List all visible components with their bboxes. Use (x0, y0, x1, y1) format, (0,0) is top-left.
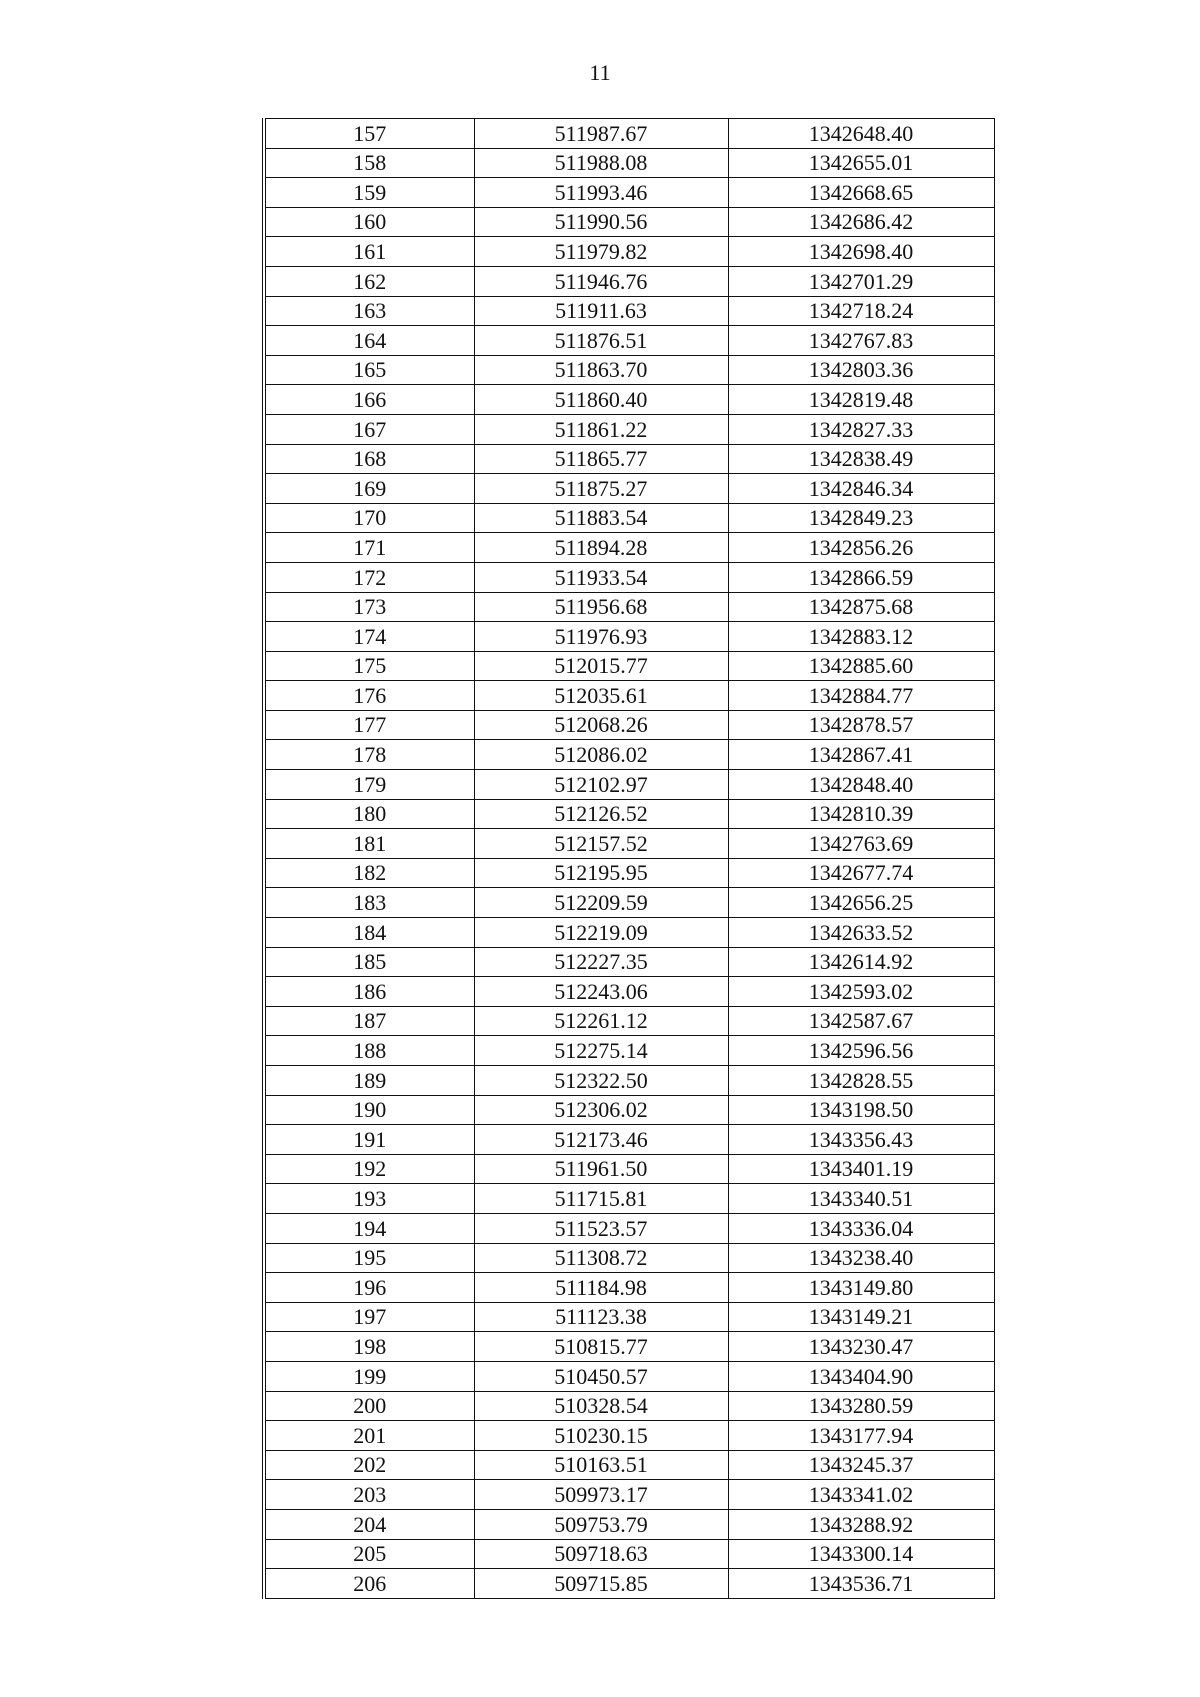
x-coordinate-cell: 511990.56 (474, 207, 728, 237)
point-number-cell: 190 (264, 1095, 474, 1125)
x-coordinate-cell: 511875.27 (474, 474, 728, 504)
point-number-cell: 171 (264, 533, 474, 563)
point-number-cell: 161 (264, 237, 474, 267)
x-coordinate-cell: 512157.52 (474, 829, 728, 859)
x-coordinate-cell: 509753.79 (474, 1509, 728, 1539)
point-number-cell: 205 (264, 1539, 474, 1569)
y-coordinate-cell: 1342698.40 (728, 237, 994, 267)
point-number-cell: 188 (264, 1036, 474, 1066)
point-number-cell: 160 (264, 207, 474, 237)
table-row (264, 1273, 994, 1303)
x-coordinate-cell: 511865.77 (474, 444, 728, 474)
x-coordinate-cell: 509973.17 (474, 1480, 728, 1510)
x-coordinate-cell: 512102.97 (474, 770, 728, 800)
y-coordinate-cell: 1343341.02 (728, 1480, 994, 1510)
point-number-cell: 201 (264, 1421, 474, 1451)
point-number-cell: 196 (264, 1273, 474, 1303)
y-coordinate-cell: 1342593.02 (728, 977, 994, 1007)
table-row (264, 385, 994, 415)
point-number-cell: 198 (264, 1332, 474, 1362)
table-row (264, 918, 994, 948)
y-coordinate-cell: 1343245.37 (728, 1450, 994, 1480)
x-coordinate-cell: 509718.63 (474, 1539, 728, 1569)
point-number-cell: 206 (264, 1569, 474, 1599)
table-row (264, 1569, 994, 1599)
point-number-cell: 168 (264, 444, 474, 474)
table-row (264, 326, 994, 356)
table-row (264, 1450, 994, 1480)
y-coordinate-cell: 1343336.04 (728, 1213, 994, 1243)
table-row (264, 1391, 994, 1421)
y-coordinate-cell: 1342885.60 (728, 651, 994, 681)
y-coordinate-cell: 1342701.29 (728, 266, 994, 296)
y-coordinate-cell: 1342819.48 (728, 385, 994, 415)
point-number-cell: 172 (264, 562, 474, 592)
point-number-cell: 186 (264, 977, 474, 1007)
table-row (264, 592, 994, 622)
x-coordinate-cell: 511911.63 (474, 296, 728, 326)
point-number-cell: 157 (264, 119, 474, 149)
y-coordinate-cell: 1342803.36 (728, 355, 994, 385)
point-number-cell: 189 (264, 1066, 474, 1096)
y-coordinate-cell: 1343356.43 (728, 1125, 994, 1155)
y-coordinate-cell: 1342878.57 (728, 710, 994, 740)
table-row (264, 799, 994, 829)
table-row (264, 1539, 994, 1569)
table-row (264, 266, 994, 296)
x-coordinate-cell: 512275.14 (474, 1036, 728, 1066)
y-coordinate-cell: 1343300.14 (728, 1539, 994, 1569)
y-coordinate-cell: 1342648.40 (728, 119, 994, 149)
y-coordinate-cell: 1342867.41 (728, 740, 994, 770)
point-number-cell: 182 (264, 858, 474, 888)
y-coordinate-cell: 1342633.52 (728, 918, 994, 948)
x-coordinate-cell: 512015.77 (474, 651, 728, 681)
table-row (264, 1066, 994, 1096)
x-coordinate-cell: 511894.28 (474, 533, 728, 563)
y-coordinate-cell: 1342838.49 (728, 444, 994, 474)
x-coordinate-cell: 511979.82 (474, 237, 728, 267)
y-coordinate-cell: 1343238.40 (728, 1243, 994, 1273)
table-row (264, 1243, 994, 1273)
point-number-cell: 167 (264, 414, 474, 444)
y-coordinate-cell: 1342614.92 (728, 947, 994, 977)
coordinates-table-body (264, 119, 994, 1599)
table-row (264, 1213, 994, 1243)
x-coordinate-cell: 512306.02 (474, 1095, 728, 1125)
point-number-cell: 197 (264, 1302, 474, 1332)
x-coordinate-cell: 512086.02 (474, 740, 728, 770)
table-row (264, 947, 994, 977)
table-row (264, 1480, 994, 1510)
y-coordinate-cell: 1343340.51 (728, 1184, 994, 1214)
point-number-cell: 174 (264, 622, 474, 652)
x-coordinate-cell: 512209.59 (474, 888, 728, 918)
table-row (264, 1184, 994, 1214)
y-coordinate-cell: 1342883.12 (728, 622, 994, 652)
y-coordinate-cell: 1343149.80 (728, 1273, 994, 1303)
point-number-cell: 164 (264, 326, 474, 356)
table-row (264, 148, 994, 178)
x-coordinate-cell: 510163.51 (474, 1450, 728, 1480)
point-number-cell: 165 (264, 355, 474, 385)
table-row (264, 207, 994, 237)
x-coordinate-cell: 511123.38 (474, 1302, 728, 1332)
y-coordinate-cell: 1342849.23 (728, 503, 994, 533)
y-coordinate-cell: 1342767.83 (728, 326, 994, 356)
x-coordinate-cell: 512227.35 (474, 947, 728, 977)
table-row (264, 1332, 994, 1362)
page-number: 11 (589, 60, 611, 85)
y-coordinate-cell: 1342828.55 (728, 1066, 994, 1096)
x-coordinate-cell: 511715.81 (474, 1184, 728, 1214)
point-number-cell: 176 (264, 681, 474, 711)
table-row (264, 533, 994, 563)
coordinates-table (262, 118, 995, 1599)
point-number-cell: 175 (264, 651, 474, 681)
point-number-cell: 200 (264, 1391, 474, 1421)
table-row (264, 237, 994, 267)
y-coordinate-cell: 1342848.40 (728, 770, 994, 800)
point-number-cell: 184 (264, 918, 474, 948)
table-row (264, 1421, 994, 1451)
point-number-cell: 191 (264, 1125, 474, 1155)
point-number-cell: 166 (264, 385, 474, 415)
point-number-cell: 204 (264, 1509, 474, 1539)
y-coordinate-cell: 1343149.21 (728, 1302, 994, 1332)
y-coordinate-cell: 1342596.56 (728, 1036, 994, 1066)
y-coordinate-cell: 1343536.71 (728, 1569, 994, 1599)
x-coordinate-cell: 511993.46 (474, 178, 728, 208)
point-number-cell: 195 (264, 1243, 474, 1273)
x-coordinate-cell: 512173.46 (474, 1125, 728, 1155)
point-number-cell: 183 (264, 888, 474, 918)
table-row (264, 770, 994, 800)
table-row (264, 977, 994, 1007)
x-coordinate-cell: 512322.50 (474, 1066, 728, 1096)
table-row (264, 1361, 994, 1391)
y-coordinate-cell: 1342856.26 (728, 533, 994, 563)
point-number-cell: 159 (264, 178, 474, 208)
point-number-cell: 180 (264, 799, 474, 829)
x-coordinate-cell: 511933.54 (474, 562, 728, 592)
x-coordinate-cell: 510450.57 (474, 1361, 728, 1391)
point-number-cell: 194 (264, 1213, 474, 1243)
y-coordinate-cell: 1342810.39 (728, 799, 994, 829)
y-coordinate-cell: 1343288.92 (728, 1509, 994, 1539)
x-coordinate-cell: 512261.12 (474, 1006, 728, 1036)
point-number-cell: 192 (264, 1154, 474, 1184)
y-coordinate-cell: 1342668.65 (728, 178, 994, 208)
x-coordinate-cell: 511988.08 (474, 148, 728, 178)
y-coordinate-cell: 1342763.69 (728, 829, 994, 859)
y-coordinate-cell: 1342718.24 (728, 296, 994, 326)
table-row (264, 1154, 994, 1184)
y-coordinate-cell: 1342827.33 (728, 414, 994, 444)
table-row (264, 296, 994, 326)
table-row (264, 474, 994, 504)
y-coordinate-cell: 1343177.94 (728, 1421, 994, 1451)
point-number-cell: 181 (264, 829, 474, 859)
y-coordinate-cell: 1342846.34 (728, 474, 994, 504)
y-coordinate-cell: 1343230.47 (728, 1332, 994, 1362)
x-coordinate-cell: 511861.22 (474, 414, 728, 444)
table-row (264, 1125, 994, 1155)
point-number-cell: 187 (264, 1006, 474, 1036)
table-row (264, 355, 994, 385)
point-number-cell: 185 (264, 947, 474, 977)
table-row (264, 503, 994, 533)
table-row (264, 1006, 994, 1036)
x-coordinate-cell: 510815.77 (474, 1332, 728, 1362)
table-row (264, 1036, 994, 1066)
table-row (264, 858, 994, 888)
x-coordinate-cell: 510230.15 (474, 1421, 728, 1451)
x-coordinate-cell: 509715.85 (474, 1569, 728, 1599)
point-number-cell: 199 (264, 1361, 474, 1391)
y-coordinate-cell: 1343401.19 (728, 1154, 994, 1184)
x-coordinate-cell: 512195.95 (474, 858, 728, 888)
x-coordinate-cell: 511876.51 (474, 326, 728, 356)
point-number-cell: 163 (264, 296, 474, 326)
point-number-cell: 169 (264, 474, 474, 504)
x-coordinate-cell: 511860.40 (474, 385, 728, 415)
point-number-cell: 203 (264, 1480, 474, 1510)
point-number-cell: 202 (264, 1450, 474, 1480)
table-row (264, 740, 994, 770)
table-row (264, 622, 994, 652)
y-coordinate-cell: 1342875.68 (728, 592, 994, 622)
y-coordinate-cell: 1342656.25 (728, 888, 994, 918)
x-coordinate-cell: 510328.54 (474, 1391, 728, 1421)
y-coordinate-cell: 1343198.50 (728, 1095, 994, 1125)
y-coordinate-cell: 1342587.67 (728, 1006, 994, 1036)
x-coordinate-cell: 512126.52 (474, 799, 728, 829)
table-row (264, 414, 994, 444)
x-coordinate-cell: 511987.67 (474, 119, 728, 149)
x-coordinate-cell: 511523.57 (474, 1213, 728, 1243)
x-coordinate-cell: 512035.61 (474, 681, 728, 711)
table-row (264, 829, 994, 859)
y-coordinate-cell: 1342866.59 (728, 562, 994, 592)
x-coordinate-cell: 511946.76 (474, 266, 728, 296)
table-row (264, 888, 994, 918)
x-coordinate-cell: 512219.09 (474, 918, 728, 948)
x-coordinate-cell: 512068.26 (474, 710, 728, 740)
table-row (264, 681, 994, 711)
y-coordinate-cell: 1342686.42 (728, 207, 994, 237)
point-number-cell: 158 (264, 148, 474, 178)
x-coordinate-cell: 511184.98 (474, 1273, 728, 1303)
point-number-cell: 179 (264, 770, 474, 800)
table-row (264, 562, 994, 592)
x-coordinate-cell: 511883.54 (474, 503, 728, 533)
point-number-cell: 162 (264, 266, 474, 296)
x-coordinate-cell: 512243.06 (474, 977, 728, 1007)
point-number-cell: 193 (264, 1184, 474, 1214)
table-row (264, 1509, 994, 1539)
point-number-cell: 177 (264, 710, 474, 740)
y-coordinate-cell: 1342655.01 (728, 148, 994, 178)
y-coordinate-cell: 1342884.77 (728, 681, 994, 711)
y-coordinate-cell: 1343404.90 (728, 1361, 994, 1391)
table-row (264, 1302, 994, 1332)
table-row (264, 1095, 994, 1125)
table-row (264, 178, 994, 208)
x-coordinate-cell: 511308.72 (474, 1243, 728, 1273)
x-coordinate-cell: 511863.70 (474, 355, 728, 385)
y-coordinate-cell: 1342677.74 (728, 858, 994, 888)
y-coordinate-cell: 1343280.59 (728, 1391, 994, 1421)
x-coordinate-cell: 511961.50 (474, 1154, 728, 1184)
x-coordinate-cell: 511976.93 (474, 622, 728, 652)
point-number-cell: 173 (264, 592, 474, 622)
table-row (264, 444, 994, 474)
table-row (264, 119, 994, 149)
table-row (264, 710, 994, 740)
point-number-cell: 170 (264, 503, 474, 533)
point-number-cell: 178 (264, 740, 474, 770)
x-coordinate-cell: 511956.68 (474, 592, 728, 622)
table-row (264, 651, 994, 681)
